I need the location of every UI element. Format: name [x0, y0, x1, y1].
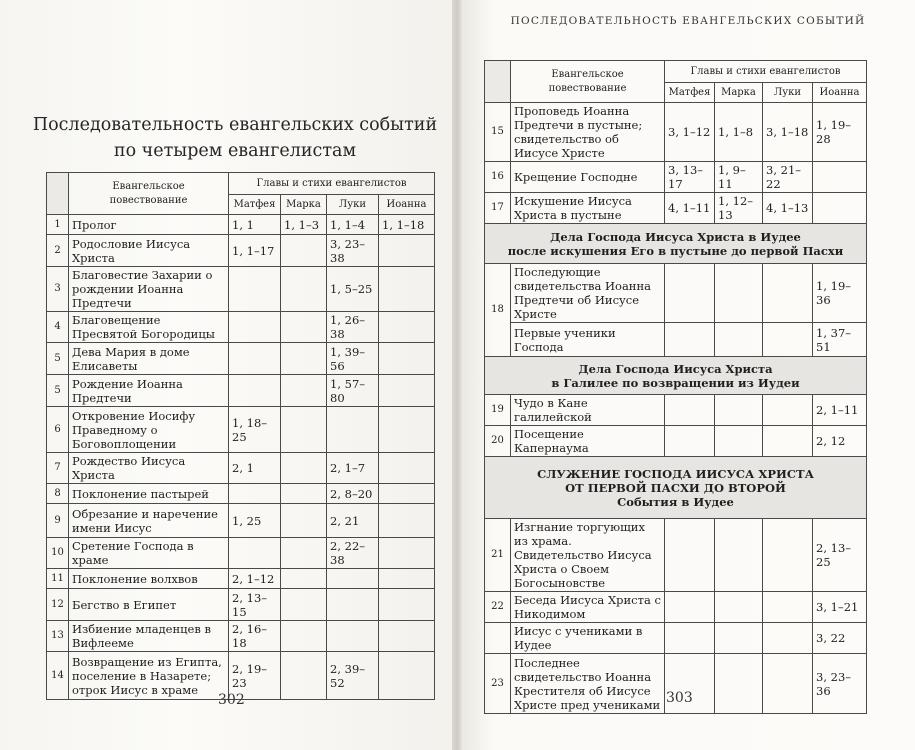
event-cell: Пролог — [69, 215, 229, 235]
luke-cell: 2, 22–38 — [327, 538, 379, 569]
matthew-cell — [665, 426, 715, 457]
john-cell — [379, 235, 435, 267]
table-row — [47, 235, 435, 267]
page-title — [20, 112, 450, 164]
table-row — [47, 343, 435, 375]
row-number: 12 — [47, 589, 69, 621]
table-row — [485, 592, 867, 623]
header-num-cell — [485, 61, 511, 103]
john-cell — [379, 621, 435, 652]
mark-cell — [281, 621, 327, 652]
john-cell — [379, 312, 435, 343]
row-number: 1 — [47, 215, 69, 235]
page-title-line2: по четырем евангелистам — [113, 141, 357, 161]
row-number: 19 — [485, 395, 511, 426]
john-cell — [379, 504, 435, 538]
row-number: 5 — [47, 375, 69, 407]
john-cell: 1, 1–18 — [379, 215, 435, 235]
mark-cell — [281, 312, 327, 343]
mark-cell — [281, 538, 327, 569]
event-cell: Последнее свидетельство Иоанна Крестителя об Иисусе Христе пред учениками — [511, 654, 665, 714]
header-luke: Луки — [763, 83, 813, 103]
john-cell — [813, 162, 867, 193]
luke-cell — [763, 623, 813, 654]
table-row — [485, 323, 867, 357]
event-cell: Поклонение пастырей — [69, 484, 229, 504]
mark-cell: 1, 9–11 — [715, 162, 763, 193]
john-cell: 1, 19–28 — [813, 103, 867, 162]
mark-cell: 1, 12–13 — [715, 193, 763, 224]
luke-cell: 2, 39–52 — [327, 652, 379, 700]
luke-cell — [763, 323, 813, 357]
event-cell: Избиение младенцев в Вифлееме — [69, 621, 229, 652]
mark-cell — [281, 407, 327, 453]
section-heading-line: ОТ ПЕРВОЙ ПАСХИ ДО ВТОРОЙ — [565, 480, 786, 495]
table-row — [47, 215, 435, 235]
row-number: 23 — [485, 654, 511, 714]
header-luke: Луки — [327, 195, 379, 215]
mark-cell — [281, 589, 327, 621]
matthew-cell: 1, 18–25 — [229, 407, 281, 453]
matthew-cell: 2, 13–15 — [229, 589, 281, 621]
mark-cell: 1, 1–3 — [281, 215, 327, 235]
luke-cell: 3, 1–18 — [763, 103, 813, 162]
john-cell — [379, 375, 435, 407]
event-cell: Чудо в Кане галилейской — [511, 395, 665, 426]
luke-cell — [327, 569, 379, 589]
section-heading-row — [485, 457, 867, 519]
section-heading-line: в Галилее по возвращении из Иудеи — [551, 375, 800, 390]
matthew-cell — [229, 343, 281, 375]
event-cell: Беседа Иисуса Христа с Никодимом — [511, 592, 665, 623]
mark-cell — [715, 519, 763, 592]
john-cell — [379, 484, 435, 504]
table-row — [47, 589, 435, 621]
row-number: 10 — [47, 538, 69, 569]
matthew-cell: 1, 1 — [229, 215, 281, 235]
event-cell: Откровение Иосифу Праведному о Боговоплощении — [69, 407, 229, 453]
event-cell: Иисус с учениками в Иудее — [511, 623, 665, 654]
matthew-cell: 2, 16–18 — [229, 621, 281, 652]
table-row — [47, 621, 435, 652]
row-number: 7 — [47, 453, 69, 484]
event-cell: Благовестие Захарии о рождении Иоанна Предтечи — [69, 267, 229, 312]
header-narrative: Евангельское повествование — [69, 173, 229, 215]
section-heading-line: Дела Господа Иисуса Христа в Иудее — [550, 229, 801, 244]
luke-cell — [763, 264, 813, 323]
section-heading — [485, 457, 867, 519]
event-cell: Первые ученики Господа — [511, 323, 665, 357]
matthew-cell: 4, 1–11 — [665, 193, 715, 224]
table-row — [485, 519, 867, 592]
table-row — [47, 484, 435, 504]
table-row — [485, 103, 867, 162]
event-cell: Проповедь Иоанна Предтечи в пустыне; свидетельство об Иисусе Христе — [511, 103, 665, 162]
matthew-cell: 2, 19–23 — [229, 652, 281, 700]
section-heading — [485, 224, 867, 264]
left-table-body — [47, 215, 435, 700]
event-cell: Изгнание торгующих из храма. Свидетельство Иисуса Христа о Своем Богосыновстве — [511, 519, 665, 592]
luke-cell — [763, 654, 813, 714]
luke-cell — [327, 621, 379, 652]
matthew-cell: 1, 25 — [229, 504, 281, 538]
right-table-body-c — [485, 519, 867, 623]
luke-cell: 1, 39–56 — [327, 343, 379, 375]
row-number: 9 — [47, 504, 69, 538]
john-cell: 2, 13–25 — [813, 519, 867, 592]
mark-cell — [715, 323, 763, 357]
mark-cell — [281, 375, 327, 407]
event-cell: Бегство в Египет — [69, 589, 229, 621]
luke-cell — [763, 519, 813, 592]
event-cell: Крещение Господне — [511, 162, 665, 193]
section-subheading: События в Иудее — [617, 494, 734, 509]
luke-cell — [327, 589, 379, 621]
section-heading-row — [485, 357, 867, 395]
section-heading-row — [485, 224, 867, 264]
row-number: 22 — [485, 592, 511, 623]
mark-cell — [281, 453, 327, 484]
row-number: 14 — [47, 652, 69, 700]
row-number — [485, 623, 511, 654]
mark-cell — [281, 652, 327, 700]
matthew-cell: 3, 13–17 — [665, 162, 715, 193]
running-header: ПОСЛЕДОВАТЕЛЬНОСТЬ ЕВАНГЕЛЬСКИХ СОБЫТИЙ — [510, 15, 866, 27]
row-number: 3 — [47, 267, 69, 312]
john-cell: 3, 1–21 — [813, 592, 867, 623]
mark-cell — [715, 654, 763, 714]
header-mark: Марка — [715, 83, 763, 103]
luke-cell — [763, 395, 813, 426]
luke-cell: 1, 5–25 — [327, 267, 379, 312]
mark-cell — [281, 569, 327, 589]
matthew-cell: 2, 1 — [229, 453, 281, 484]
luke-cell — [763, 592, 813, 623]
john-cell — [379, 343, 435, 375]
john-cell — [813, 193, 867, 224]
section-heading-line: после искушения Его в пустыне до первой Пасхи — [507, 243, 844, 258]
john-cell — [379, 652, 435, 700]
luke-cell: 1, 26–38 — [327, 312, 379, 343]
header-chapters: Главы и стихи евангелистов — [229, 173, 435, 195]
event-cell: Посещение Капернаума — [511, 426, 665, 457]
page-number-right: 303 — [666, 690, 693, 706]
event-cell: Рождение Иоанна Предтечи — [69, 375, 229, 407]
row-number: 15 — [485, 103, 511, 162]
john-cell: 3, 22 — [813, 623, 867, 654]
matthew-cell — [229, 312, 281, 343]
mark-cell — [715, 623, 763, 654]
section-heading — [485, 357, 867, 395]
matthew-cell — [229, 375, 281, 407]
section-heading-line: Дела Господа Иисуса Христа — [578, 361, 773, 376]
row-number: 11 — [47, 569, 69, 589]
matthew-cell — [229, 484, 281, 504]
luke-cell: 2, 1–7 — [327, 453, 379, 484]
luke-cell: 4, 1–13 — [763, 193, 813, 224]
john-cell — [379, 538, 435, 569]
john-cell — [379, 569, 435, 589]
header-narrative: Евангельское повествование — [511, 61, 665, 103]
mark-cell — [715, 426, 763, 457]
mark-cell — [281, 504, 327, 538]
section-heading-line: СЛУЖЕНИЕ ГОСПОДА ИИСУСА ХРИСТА — [537, 466, 814, 481]
luke-cell: 2, 8–20 — [327, 484, 379, 504]
table-row — [485, 395, 867, 426]
luke-cell: 3, 23–38 — [327, 235, 379, 267]
row-number: 5 — [47, 343, 69, 375]
event-cell: Рождество Иисуса Христа — [69, 453, 229, 484]
table-row — [47, 375, 435, 407]
mark-cell — [281, 267, 327, 312]
luke-cell — [327, 407, 379, 453]
matthew-cell — [665, 592, 715, 623]
mark-cell — [715, 592, 763, 623]
john-cell: 3, 23–36 — [813, 654, 867, 714]
row-number: 18 — [485, 264, 511, 357]
john-cell: 1, 19–36 — [813, 264, 867, 323]
luke-cell: 3, 21–22 — [763, 162, 813, 193]
table-row — [47, 569, 435, 589]
row-number: 6 — [47, 407, 69, 453]
john-cell: 2, 1–11 — [813, 395, 867, 426]
matthew-cell: 1, 1–17 — [229, 235, 281, 267]
events-table-left — [46, 172, 435, 700]
header-mark: Марка — [281, 195, 327, 215]
row-number: 2 — [47, 235, 69, 267]
event-cell: Искушение Иисуса Христа в пустыне — [511, 193, 665, 224]
event-cell: Обрезание и наречение имени Иисус — [69, 504, 229, 538]
event-cell: Сретение Господа в храме — [69, 538, 229, 569]
john-cell — [379, 589, 435, 621]
matthew-cell — [665, 323, 715, 357]
row-number: 17 — [485, 193, 511, 224]
page-title-line1: Последовательность евангельских событий — [32, 115, 438, 135]
event-cell: Благовещение Пресвятой Богородицы — [69, 312, 229, 343]
table-row — [47, 312, 435, 343]
mark-cell: 1, 1–8 — [715, 103, 763, 162]
table-row — [485, 426, 867, 457]
mark-cell — [715, 264, 763, 323]
matthew-cell — [229, 267, 281, 312]
table-row — [485, 264, 867, 323]
john-cell: 2, 12 — [813, 426, 867, 457]
table-row — [47, 407, 435, 453]
mark-cell — [281, 484, 327, 504]
table-row — [485, 193, 867, 224]
table-row — [47, 267, 435, 312]
event-cell: Родословие Иисуса Христа — [69, 235, 229, 267]
table-row — [485, 162, 867, 193]
event-cell: Поклонение волхвов — [69, 569, 229, 589]
event-cell: Возвращение из Египта, поселение в Назарете; отрок Иисус в храме — [69, 652, 229, 700]
matthew-cell — [665, 264, 715, 323]
matthew-cell — [665, 623, 715, 654]
event-cell: Последующие свидетельства Иоанна Предтечи об Иисусе Христе — [511, 264, 665, 323]
row-number: 4 — [47, 312, 69, 343]
matthew-cell — [229, 538, 281, 569]
header-chapters: Главы и стихи евангелистов — [665, 61, 867, 83]
right-table-body-a — [485, 103, 867, 224]
mark-cell — [281, 235, 327, 267]
john-cell — [379, 407, 435, 453]
header-john: Иоанна — [813, 83, 867, 103]
matthew-cell — [665, 395, 715, 426]
luke-cell — [763, 426, 813, 457]
row-number: 21 — [485, 519, 511, 592]
events-table-right — [484, 60, 867, 714]
header-matthew: Матфея — [229, 195, 281, 215]
table-row — [47, 453, 435, 484]
mark-cell — [715, 395, 763, 426]
header-matthew: Матфея — [665, 83, 715, 103]
john-cell — [379, 267, 435, 312]
luke-cell: 1, 57–80 — [327, 375, 379, 407]
row-number: 16 — [485, 162, 511, 193]
event-cell: Дева Мария в доме Елисаветы — [69, 343, 229, 375]
john-cell: 1, 37–51 — [813, 323, 867, 357]
row-number: 8 — [47, 484, 69, 504]
matthew-cell — [665, 519, 715, 592]
header-num-cell — [47, 173, 69, 215]
row-number: 20 — [485, 426, 511, 457]
book-gutter — [452, 0, 462, 750]
mark-cell — [281, 343, 327, 375]
matthew-cell: 2, 1–12 — [229, 569, 281, 589]
page-number-left: 302 — [218, 692, 245, 708]
header-john: Иоанна — [379, 195, 435, 215]
table-row — [485, 623, 867, 654]
table-row — [47, 538, 435, 569]
table-row — [47, 504, 435, 538]
john-cell — [379, 453, 435, 484]
right-table-body-b — [485, 395, 867, 457]
luke-cell: 1, 1–4 — [327, 215, 379, 235]
luke-cell: 2, 21 — [327, 504, 379, 538]
matthew-cell: 3, 1–12 — [665, 103, 715, 162]
row-number: 13 — [47, 621, 69, 652]
